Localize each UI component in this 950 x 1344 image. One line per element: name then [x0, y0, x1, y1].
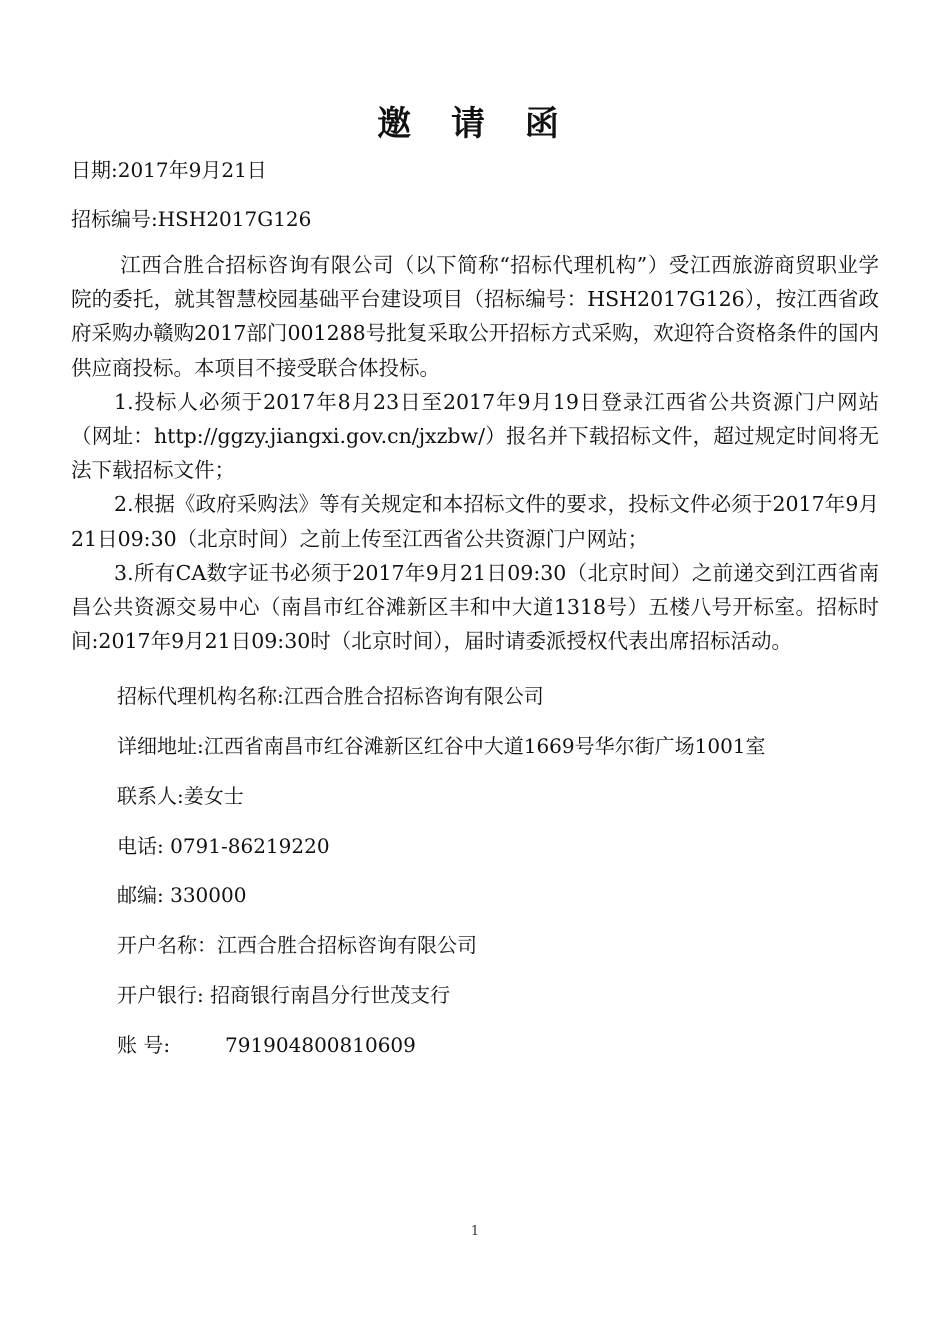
item-ca-certificate: 3.所有CA数字证书必须于2017年9月21日09:30（北京时间）之前递交到江西省南昌公共资源交易中心（南昌市红谷滩新区丰和中大道1318号）五楼八号开标室。招标时间:2017年9月21日09:30时（北京时间），届时请委派授权代表出席招标活动。 — [71, 560, 879, 654]
page-number: 1 — [470, 1224, 480, 1239]
account-number: 791904800810609 — [225, 1033, 416, 1057]
item-bid-upload: 2.根据《政府采购法》等有关规定和本招标文件的要求，投标文件必须于2017年9月21日09:30（北京时间）之前上传至江西省公共资源门户网站； — [71, 492, 879, 551]
tender-number-line: 招标编号:HSH2017G126 — [71, 207, 312, 231]
invitation-body — [71, 248, 879, 658]
address-line: 详细地址:江西省南昌市红谷滩新区红谷中大道1669号华尔街广场1001室 — [117, 734, 766, 758]
phone-line: 电话: 0791-86219220 — [117, 834, 330, 858]
postcode-line: 邮编: 330000 — [117, 883, 247, 907]
account-name-line: 开户名称：江西合胜合招标咨询有限公司 — [117, 933, 477, 957]
date-line: 日期:2017年9月21日 — [71, 158, 267, 182]
agency-name-line: 招标代理机构名称:江西合胜合招标咨询有限公司 — [117, 684, 544, 708]
item-registration: 1.投标人必须于2017年8月23日至2017年9月19日登录江西省公共资源门户网站（网址：http://ggzy.jiangxi.gov.cn/jxzbw/）报名并下载招标文件，超过规定时间将无法下载招标文件； — [71, 389, 879, 483]
document-title: 邀 请 函 — [377, 104, 573, 144]
account-label: 账 号: — [117, 1033, 171, 1057]
intro-paragraph: 江西合胜合招标咨询有限公司（以下简称“招标代理机构”）受江西旅游商贸职业学院的委托，就其智慧校园基础平台建设项目（招标编号：HSH2017G126），按江西省政府采购办赣购2017部门001288号批复采取公开招标方式采购，欢迎符合资格条件的国内供应商投标。本项目不接受联合体投标。 — [71, 253, 879, 380]
contact-person-line: 联系人:姜女士 — [117, 784, 244, 808]
bank-line: 开户银行: 招商银行南昌分行世茂支行 — [117, 983, 451, 1007]
account-number-line — [117, 1029, 416, 1061]
